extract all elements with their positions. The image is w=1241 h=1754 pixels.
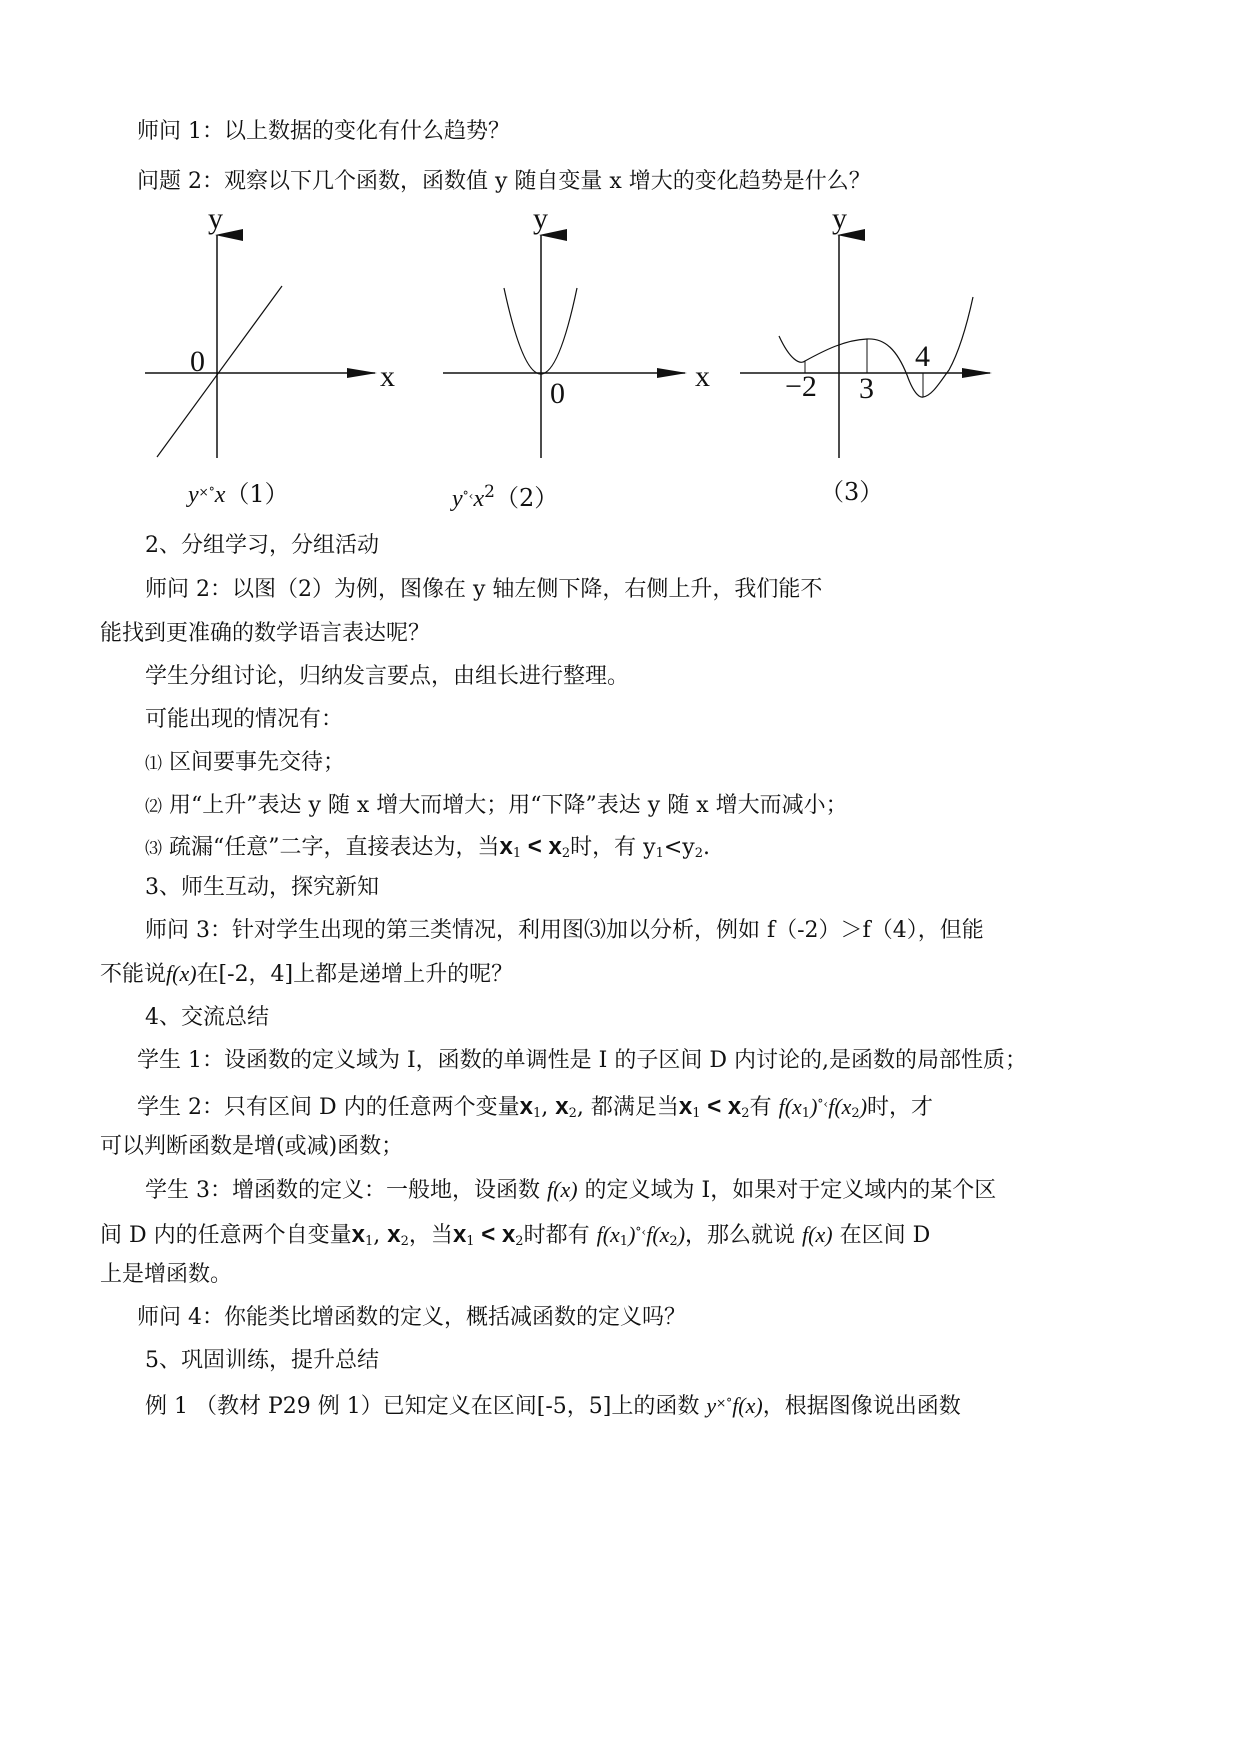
origin-label: 0: [190, 345, 205, 378]
teacher-question-3: 师问 3：针对学生出现的第三类情况，利用图⑶加以分析，例如 f（-2）＞f（4），但能: [145, 918, 984, 943]
section-4-heading: 4、交流总结: [145, 1005, 269, 1030]
case-2: ⑵ 用“上升”表达 y 随 x 增大而增大；用“下降”表达 y 随 x 增大而减小；: [145, 793, 848, 818]
section-5-heading: 5、巩固训练，提升总结: [145, 1348, 379, 1373]
graph-3-wave: [735, 200, 1055, 470]
case-3: ⑶ 疏漏“任意”二字，直接表达为，当$x_1 < x_2$时，有 $y_1<y_2$.: [145, 833, 711, 861]
graph-2-caption: $y^{^\circ‹}x^2(2)$: [452, 482, 559, 512]
student-3: 学生 3：增函数的定义：一般地，设函数 f(x) 的定义域为 I，如果对于定义域内的某个区: [145, 1177, 997, 1203]
section-3-heading: 3、师生互动，探究新知: [145, 875, 379, 900]
curve-line: [157, 286, 282, 457]
student-1: 学生 1：设函数的定义域为 I，函数的单调性是 I 的子区间 D 内讨论的,是函数的局部性质；: [137, 1048, 1027, 1073]
y-axis-label: y: [832, 202, 847, 235]
student-3-cont: 间 D 内的任意两个自变量$x_1$, $x_2$，当$x_1 < x_2$时都有 $f(x_1)^{^\circ‹}f(x_2)$，那么就说 f(x) 在区间 D: [100, 1221, 931, 1249]
y-axis-label: y: [533, 202, 548, 235]
x-axis-label: x: [380, 360, 395, 393]
question-2: 问题 2：观察以下几个函数，函数值 y 随自变量 x 增大的变化趋势是什么？: [137, 169, 871, 194]
teacher-question-2-cont: 能找到更准确的数学语言表达呢？: [100, 621, 431, 646]
graph-1-linear: [140, 200, 440, 470]
tick-label-neg2: −2: [785, 370, 817, 403]
possible-cases: 可能出现的情况有：: [145, 707, 344, 732]
student-2: 学生 2：只有区间 D 内的任意两个变量$x_1$, $x_2$, 都满足当$x_1 < x_2$有 $f(x_1)^{^\circ‹}f(x_2)$时，才: [137, 1093, 934, 1121]
tick-label-3: 3: [859, 372, 874, 405]
tick-label-4: 4: [915, 340, 930, 373]
graph-3-caption: （3）: [820, 478, 884, 506]
graph-1-caption: y×°x（1）: [188, 480, 289, 508]
group-discussion: 学生分组讨论，归纳发言要点，由组长进行整理。: [145, 664, 630, 689]
teacher-question-1: 师问 1：以上数据的变化有什么趋势？: [137, 119, 510, 144]
teacher-question-4: 师问 4：你能类比增函数的定义，概括减函数的定义吗？: [137, 1305, 686, 1330]
student-2-cont: 可以判断函数是增(或减)函数；: [100, 1134, 404, 1159]
y-axis-label: y: [208, 202, 223, 235]
origin-label: 0: [550, 377, 565, 410]
graph-2-parabola: [440, 200, 740, 470]
x-axis-label: x: [695, 360, 710, 393]
teacher-question-2: 师问 2：以图（2）为例，图像在 y 轴左侧下降，右侧上升，我们能不: [145, 577, 823, 602]
student-3-cont-2: 上是增函数。: [100, 1262, 233, 1287]
case-1: ⑴ 区间要事先交待；: [145, 750, 346, 775]
section-2-heading: 2、分组学习，分组活动: [145, 533, 379, 558]
example-1: 例 1 （教材 P29 例 1）已知定义在区间[-5，5]上的函数 y×°f(x)，根据图像说出函数: [145, 1393, 961, 1419]
teacher-question-3-cont: 不能说f(x)在[-2，4]上都是递增上升的呢？: [100, 961, 514, 987]
